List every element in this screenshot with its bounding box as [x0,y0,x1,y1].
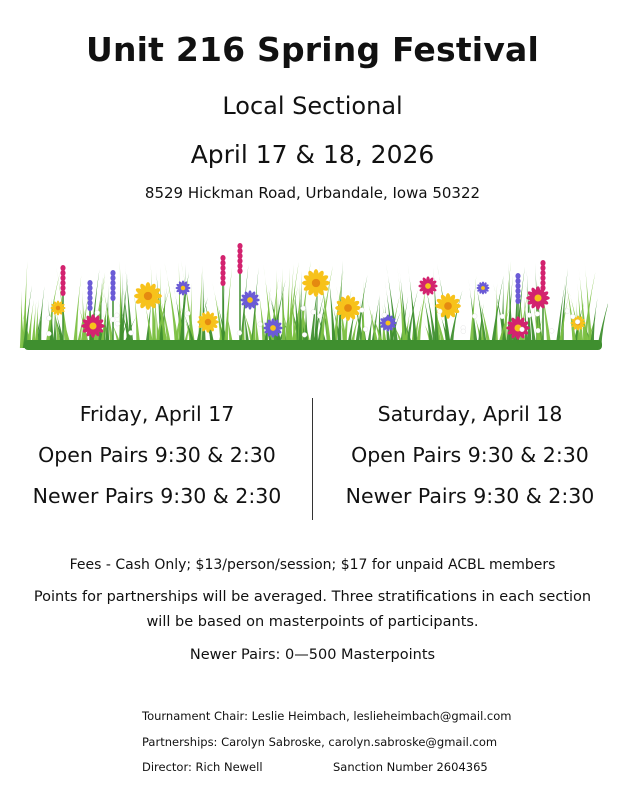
fees-text: Fees - Cash Only; $13/person/session; $17 for unpaid ACBL members [69,557,556,573]
event-subtitle: Local Sectional [222,92,403,120]
flower-meadow-illustration [18,228,608,358]
points-text-line2: will be based on masterpoints of participants. [146,614,479,630]
points-text-line1: Points for partnerships will be averaged. Three stratifications in each section [33,589,592,605]
friday-schedule [7,394,307,517]
newer-pairs-text: Newer Pairs: 0—500 Masterpoints [189,647,436,663]
page-title: Unit 216 Spring Festival [85,30,540,69]
saturday-day: Saturday, April 18 [377,402,563,426]
director: Director: Rich Newell [142,760,263,774]
schedule-divider [312,398,313,520]
saturday-open-pairs: Open Pairs 9:30 & 2:30 [351,443,589,467]
saturday-schedule [320,394,620,517]
event-address: 8529 Hickman Road, Urbandale, Iowa 50322 [144,184,481,202]
friday-open-pairs: Open Pairs 9:30 & 2:30 [38,443,276,467]
event-dates: April 17 & 18, 2026 [190,140,435,169]
sanction-number: Sanction Number 2604365 [333,760,488,774]
tournament-chair: Tournament Chair: Leslie Heimbach, leslieheimbach@gmail.com [142,709,512,723]
saturday-newer-pairs: Newer Pairs 9:30 & 2:30 [345,484,595,508]
friday-day: Friday, April 17 [79,402,235,426]
friday-newer-pairs: Newer Pairs 9:30 & 2:30 [32,484,282,508]
partnerships-contact: Partnerships: Carolyn Sabroske, carolyn.sabroske@gmail.com [142,735,498,749]
